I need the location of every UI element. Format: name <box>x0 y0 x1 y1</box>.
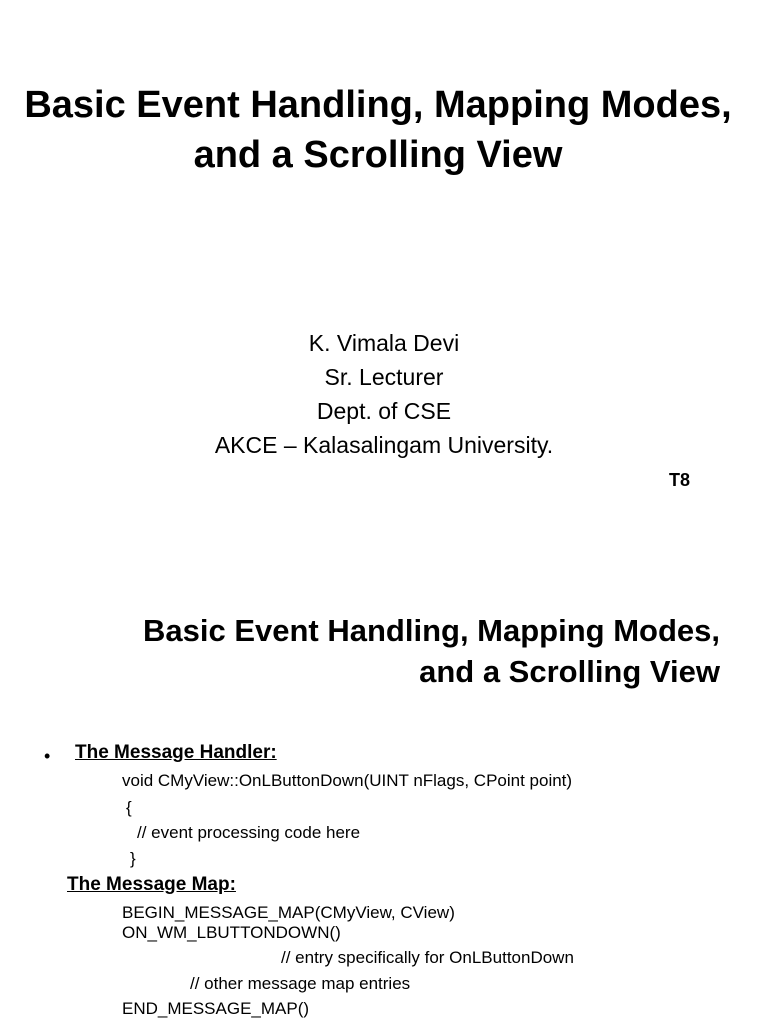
author-position: Sr. Lecturer <box>324 364 444 390</box>
slide-heading-line-2: and a Scrolling View <box>419 654 720 689</box>
handler-code-line: // event processing code here <box>137 823 361 842</box>
map-code-line: BEGIN_MESSAGE_MAP(CMyView, CView) <box>122 903 455 922</box>
author-name: K. Vimala Devi <box>308 330 460 356</box>
map-code-line: ON_WM_LBUTTONDOWN() <box>122 923 341 942</box>
handler-code-line: } <box>130 849 136 868</box>
bullet-marker: • <box>44 746 51 766</box>
author-block <box>0 326 768 462</box>
message-handler-heading: The Message Handler: <box>75 742 277 763</box>
map-code-line: END_MESSAGE_MAP() <box>122 999 310 1018</box>
map-code-line: // other message map entries <box>190 974 411 993</box>
author-institution: AKCE – Kalasalingam University. <box>214 432 554 458</box>
message-map-heading: The Message Map: <box>67 874 236 895</box>
slide-code: T8 <box>669 470 691 490</box>
content-slide <box>0 574 768 1024</box>
author-department: Dept. of CSE <box>316 398 452 424</box>
slide-heading <box>40 610 720 692</box>
slide-title: Basic Event Handling, Mapping Modes, and a Scrolling View <box>24 84 732 176</box>
slide-heading-line-1: Basic Event Handling, Mapping Modes, <box>142 613 720 648</box>
handler-code-line: { <box>126 798 132 817</box>
map-code-line: // entry specifically for OnLButtonDown <box>281 948 574 967</box>
handler-code-line: void CMyView::OnLButtonDown(UINT nFlags, CPoint point) <box>122 771 573 790</box>
